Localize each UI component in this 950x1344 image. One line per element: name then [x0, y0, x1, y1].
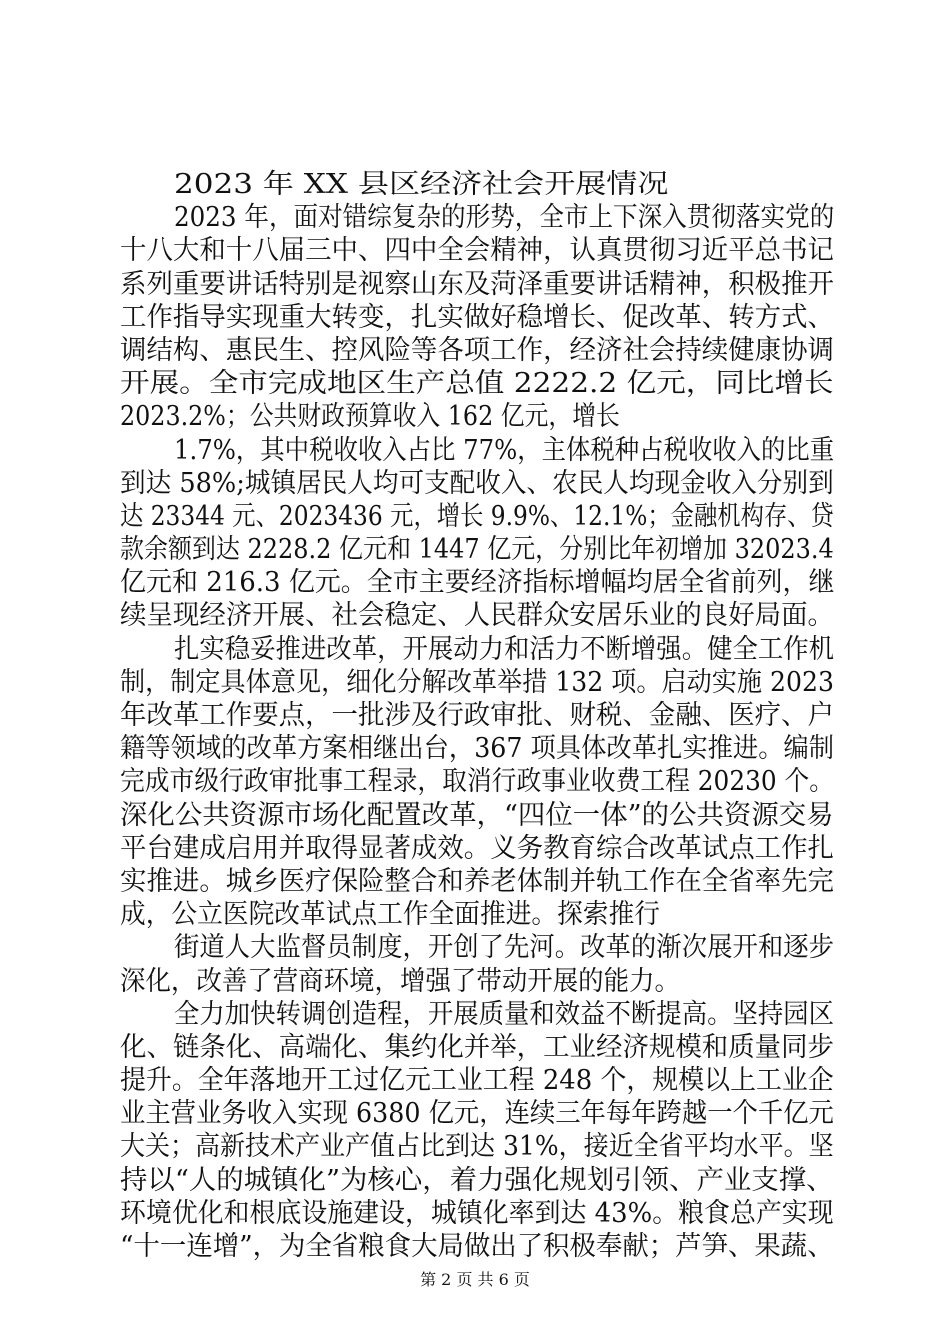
text-line: 街道人大监督员制度，开创了先河。改革的渐次展开和逐步	[174, 932, 834, 964]
text-line: 款余额到达 2228.2 亿元和 1447 亿元，分别比年初增加 32023.4	[120, 534, 834, 566]
text-line: 系列重要讲话特别是视察山东及菏泽重要讲话精神，积极推开	[120, 268, 834, 300]
text-line: 业主营业务收入实现 6380 亿元，连续三年每年跨越一个千亿元	[120, 1098, 834, 1130]
text-line: 深化公共资源市场化配置改革，“四位一体”的公共资源交易	[120, 799, 834, 831]
text-line: 2023.2%；公共财政预算收入 162 亿元，增长	[120, 401, 620, 433]
text-line: 亿元和 216.3 亿元。全市主要经济指标增幅均居全省前列，继	[120, 567, 835, 599]
text-line: 平台建成启用并取得显著成效。义务教育综合改革试点工作扎	[120, 832, 834, 864]
text-line: 十八大和十八届三中、四中全会精神，认真贯彻习近平总书记	[120, 235, 834, 267]
text-line: 籍等领域的改革方案相继出台，367 项具体改革扎实推进。编制	[120, 733, 835, 765]
text-line: 提升。全年落地开工过亿元工业工程 248 个，规模以上工业企	[120, 1065, 834, 1097]
text-line: 扎实稳妥推进改革，开展动力和活力不断增强。健全工作机	[174, 633, 834, 665]
text-line: 完成市级行政审批事工程录，取消行政事业收费工程 20230 个。	[120, 766, 835, 798]
text-line: 工作指导实现重大转变，扎实做好稳增长、促改革、转方式、	[120, 301, 834, 333]
text-line: 到达 58%;城镇居民人均可支配收入、农民人均现金收入分别到	[120, 467, 834, 499]
text-line: 大关；高新技术产业产值占比到达 31%，接近全省平均水平。坚	[120, 1131, 834, 1163]
text-line: 深化，改善了营商环境，增强了带动开展的能力。	[120, 965, 680, 997]
page-number-footer: 第 2 页 共 6 页	[420, 1270, 530, 1289]
text-line: 化、链条化、高端化、集约化并举，工业经济规模和质量同步	[120, 1031, 834, 1063]
text-line: 调结构、惠民生、控风险等各项工作，经济社会持续健康协调	[120, 334, 834, 366]
text-line: 续呈现经济开展、社会稳定、人民群众安居乐业的良好局面。	[120, 600, 834, 632]
doc-title: 2023 年 XX 县区经济社会开展情况	[174, 169, 669, 200]
text-line: 开展。全市完成地区生产总值 2222.2 亿元，同比增长	[120, 368, 834, 400]
text-line: 环境优化和根底设施建设，城镇化率到达 43%。粮食总产实现	[120, 1197, 834, 1229]
text-line: 实推进。城乡医疗保险整合和养老体制并轨工作在全省率先完	[120, 865, 834, 897]
text-line: 年改革工作要点，一批涉及行政审批、财税、金融、医疗、户	[120, 700, 834, 731]
text-line: 持以“人的城镇化”为核心，着力强化规划引领、产业支撑、	[120, 1164, 834, 1196]
text-line: 达 23344 元、2023436 元，增长 9.9%、12.1%；金融机构存、贷	[120, 500, 834, 532]
text-line: “十一连增”，为全省粮食大局做出了积极奉献；芦笋、果蔬、	[120, 1231, 834, 1262]
text-line: 2023 年，面对错综复杂的形势，全市上下深入贯彻落实党的	[174, 202, 835, 234]
text-line: 全力加快转调创造程，开展质量和效益不断提高。坚持园区	[174, 998, 834, 1030]
text-line: 1.7%，其中税收收入占比 77%，主体税种占税收收入的比重	[174, 434, 835, 466]
text-line: 成，公立医院改革试点工作全面推进。探索推行	[120, 899, 660, 931]
text-line: 制，制定具体意见，细化分解改革举措 132 项。启动实施 2023	[120, 666, 834, 698]
